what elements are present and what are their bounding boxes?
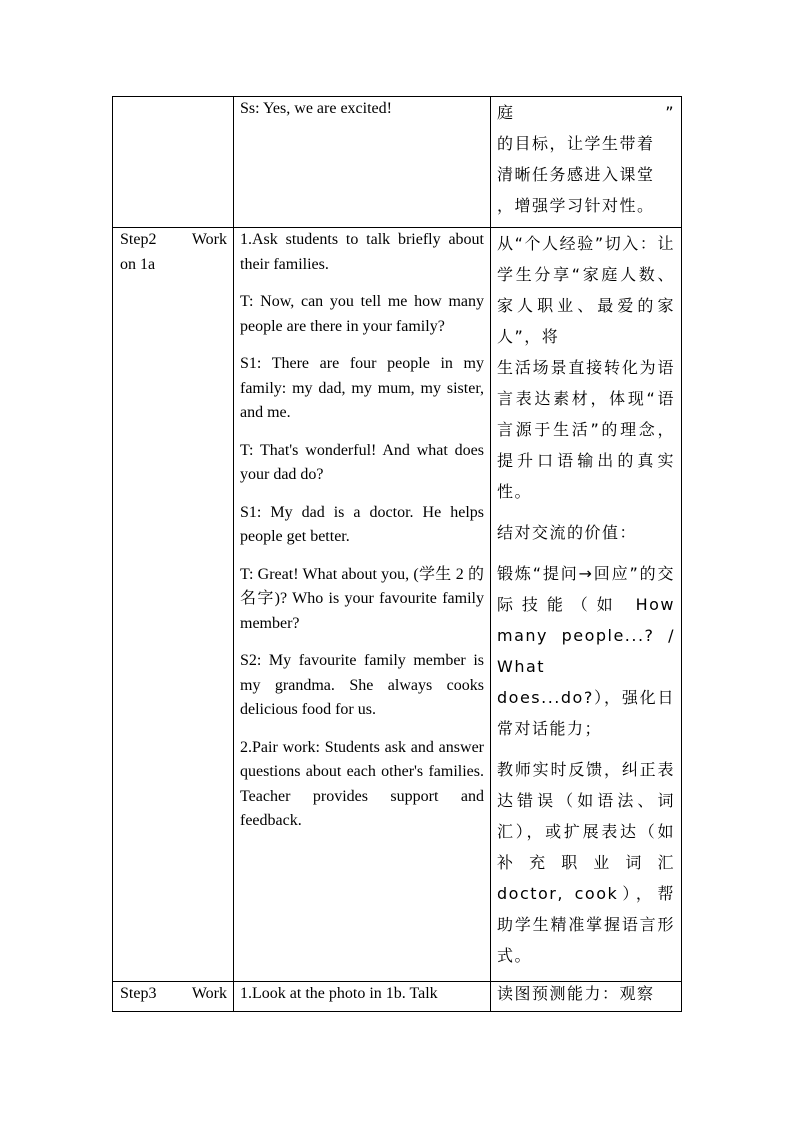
table-row — [113, 228, 682, 982]
step-cell — [113, 228, 234, 982]
activity-text: 1.Ask students to talk briefly about their families. — [240, 231, 484, 273]
step-cell — [113, 982, 234, 1012]
step-label: Work — [191, 985, 227, 1002]
activity-cell — [234, 97, 491, 228]
step-label: Step2 — [120, 231, 157, 248]
purpose-text: 的目标，让学生带着 — [497, 134, 655, 153]
purpose-text: 结对交流的价值： — [497, 523, 638, 542]
step-label: Step3 — [120, 985, 157, 1002]
purpose-text: ” — [665, 103, 675, 122]
purpose-line — [497, 97, 675, 128]
purpose-cell — [491, 97, 682, 228]
activity-cell — [234, 982, 491, 1012]
purpose-text: 庭 — [497, 103, 515, 122]
purpose-text: 锻炼“提问→回应”的交际技能（如 How many people...? / What does...do?），强化日常对话能力； — [497, 564, 675, 738]
step-cell — [113, 97, 234, 228]
purpose-text: 从“个人经验”切入：让学生分享“家庭人数、家人职业、最爱的家人”，将 — [497, 234, 675, 346]
step-label: on 1a — [120, 255, 156, 273]
activity-text: T: That's wonderful! And what does your dad do? — [240, 441, 484, 483]
purpose-text: 生活场景直接转化为语言表达素材，体现“语言源于生活”的理念，提升口语输出的真实性。 — [497, 358, 675, 501]
activity-text: 2.Pair work: Students ask and answer questions about each other's families. Teacher provides support and feedback. — [240, 738, 484, 829]
table-row — [113, 97, 682, 228]
activity-text: T: Great! What about you, (学生 2 的名字)? Who is your favourite family member? — [240, 565, 484, 632]
step-label: Work — [191, 231, 227, 248]
activity-cell — [234, 228, 491, 982]
activity-text: T: Now, can you tell me how many people are there in your family? — [240, 293, 484, 335]
purpose-cell — [491, 228, 682, 982]
activity-text: 1.Look at the photo in 1b. Talk — [240, 985, 438, 1002]
purpose-text: ，增强学习针对性。 — [497, 196, 655, 215]
activity-text: S1: There are four people in my family: my dad, my mum, my sister, and me. — [240, 355, 484, 421]
purpose-cell — [491, 982, 682, 1012]
activity-text: S1: My dad is a doctor. He helps people get better. — [240, 503, 484, 545]
lesson-plan-table — [112, 96, 682, 1012]
purpose-text: 教师实时反馈，纠正表达错误（如语法、词汇），或扩展表达（如补充职业词汇 doctor, cook），帮助学生精准掌握语言形式。 — [497, 760, 675, 965]
purpose-text: 读图预测能力：观察 — [497, 984, 655, 1003]
purpose-text: 清晰任务感进入课堂 — [497, 165, 655, 184]
table-row — [113, 982, 682, 1012]
activity-text: S2: My favourite family member is my grandma. She always cooks delicious food for us. — [240, 652, 484, 718]
activity-text: Ss: Yes, we are excited! — [240, 100, 392, 117]
